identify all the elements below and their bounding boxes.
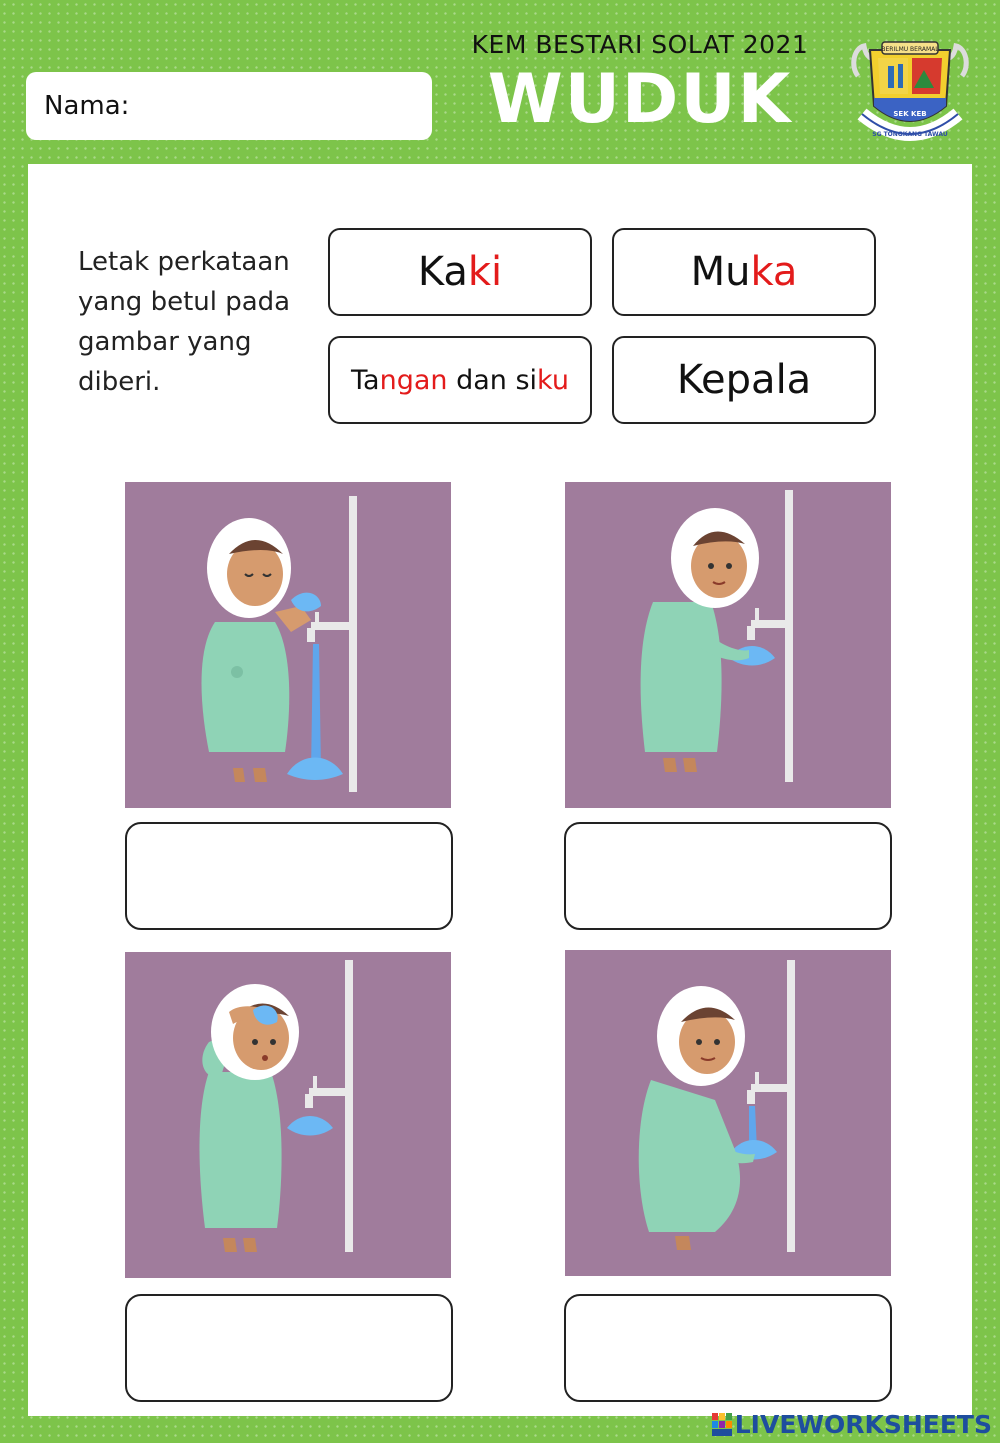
answer-box-1[interactable] (125, 822, 453, 930)
washing-face-picture (125, 482, 451, 808)
word-card-label (691, 249, 798, 295)
word-card-kepala[interactable] (612, 336, 876, 424)
answer-box-3[interactable] (125, 1294, 453, 1402)
svg-text:BERILMU BERAMAL: BERILMU BERAMAL (881, 46, 939, 53)
word-card-segment: ki (467, 249, 503, 295)
answer-box-4[interactable] (564, 1294, 892, 1402)
answer-box-2[interactable] (564, 822, 892, 930)
word-card-segment: ka (750, 249, 798, 295)
school-crest-icon (848, 36, 972, 148)
washing-feet-picture (565, 950, 891, 1276)
word-card-segment: ku (537, 364, 569, 396)
word-card-segment: dan si (447, 364, 538, 396)
word-card-label (677, 357, 811, 403)
liveworksheets-brand[interactable] (711, 1410, 992, 1439)
word-card-segment: Mu (690, 249, 751, 295)
liveworksheets-logo-icon (711, 1412, 733, 1438)
name-field[interactable] (26, 72, 432, 140)
wiping-head-picture (125, 952, 451, 1278)
word-card-segment: Kepala (676, 357, 812, 403)
svg-text:SG TONGKANG TAWAU: SG TONGKANG TAWAU (872, 131, 948, 138)
word-card-label (351, 365, 569, 396)
svg-text:SEK KEB: SEK KEB (893, 110, 927, 118)
instruction-text: Letak perkataan yang betul pada gambar yang diberi. (78, 247, 291, 397)
word-card-tangan-dan-siku[interactable] (328, 336, 592, 424)
name-label: Nama: (44, 91, 130, 121)
page-title: WUDUK (487, 60, 793, 139)
word-card-kaki[interactable] (328, 228, 592, 316)
word-card-segment: ngan (379, 364, 448, 396)
word-card-segment: Ta (351, 364, 380, 396)
word-card-segment: Ka (417, 249, 468, 295)
washing-hands-picture (565, 482, 891, 808)
word-card-muka[interactable] (612, 228, 876, 316)
word-card-label (418, 249, 502, 295)
liveworksheets-text: LIVEWORKSHEETS (734, 1410, 992, 1439)
camp-title: KEM BESTARI SOLAT 2021 (471, 30, 809, 59)
